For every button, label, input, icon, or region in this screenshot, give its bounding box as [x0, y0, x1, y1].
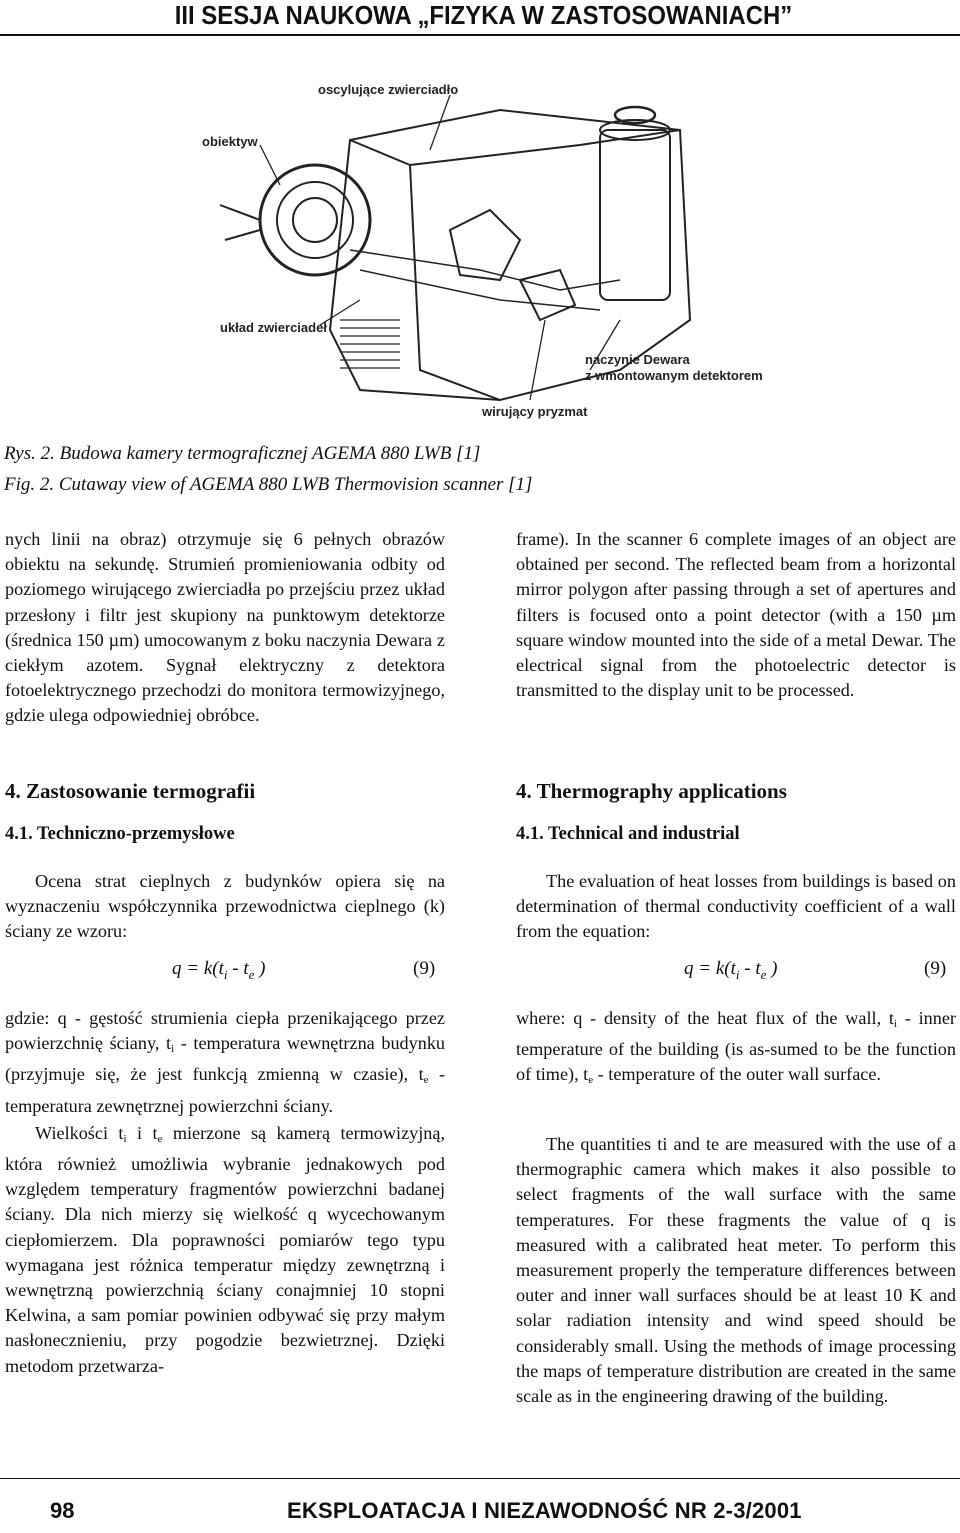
left-p3-part-c: - temperatura zewnętrznej powierzchni ściany. — [5, 1064, 446, 1116]
right-paragraph-4 — [516, 1132, 956, 1409]
left-paragraph-3 — [5, 1006, 445, 1379]
right-heading-4: 4. Thermography applications — [516, 779, 787, 803]
eq-rhs-r: ) — [766, 958, 778, 979]
page-header — [0, 0, 960, 32]
right-p4-text: The quantities ti and te are measured with the use of a thermographic camera which makes it also possible to select fragments of the wall surface with the same temperatures. For these fragments the value of q is measured with a calibrated heat meter. To perform this measurement properly the temperature differences between outer and inner wall surfaces should be at least 10 K and solar radiation intensity and wind speed should be considerably small. Using the methods of image processing the maps of temperature distribution are created in the same scale as in the engineering drawing of the building. — [516, 1134, 956, 1407]
left-paragraph-2 — [5, 869, 445, 945]
eq-minus: - — [227, 958, 244, 979]
left-p4-part-c: mierzone są kamerą termowizyjną, która również umożliwia wybranie jednakowych pod względem temperatury fragmentów powierzchni badanej ściany. Dla nich mierzy się wielkość q wycechowanym ciepłomierzem. Dla poprawności pomiarów tego typu wymagana jest różnica temperatur między zewnętrzną i wewnętrzną powierzchnią ściany conajmniej 10 stopni Kelwina, a sam pomiar powinien odbywać się przy małym nasłonecznieniu, przy pogodzie bezwietrznej. Dzięki metodom przetwarza- — [5, 1122, 446, 1376]
eq-sub-e-r: e — [760, 966, 767, 982]
figure-caption-pl: Rys. 2. Budowa kamery termograficznej AGEMA 880 LWB [1] — [4, 443, 481, 464]
right-p1-text: frame). In the scanner 6 complete images of an object are obtained per second. The reflected beam from a horizontal mirror polygon after passing through a set of apertures and filters is focused onto a point detector (with a 150 µm square window mounted into the side of a metal Dewar. The electrical signal from the photoelectric detector is transmitted to the display unit to be processed. — [516, 529, 956, 701]
right-p3-part-b: - inner temperature of the building (is as-sumed to be the function of time), t — [516, 1008, 956, 1085]
right-heading-4-1: 4.1. Technical and industrial — [516, 824, 740, 844]
left-p3-sub-i: i — [171, 1043, 175, 1056]
eq-minus-r: - — [739, 958, 756, 979]
left-equation — [172, 958, 265, 983]
right-p3-text — [516, 1006, 956, 1094]
left-p4-sub-i: i — [123, 1132, 127, 1145]
prism — [520, 270, 575, 320]
right-paragraph-1 — [516, 527, 956, 703]
label-rotating-prism: wirujący pryzmat — [482, 404, 588, 419]
eq-t-e: t — [243, 958, 249, 979]
figure-caption-en: Fig. 2. Cutaway view of AGEMA 880 LWB Thermovision scanner [1] — [4, 474, 533, 495]
eq-sub-i-r: i — [735, 966, 740, 982]
label-oscillating-mirror: oscylujące zwierciadło — [318, 82, 459, 97]
right-p3-sub-i: i — [893, 1018, 898, 1030]
left-paragraph-1 — [5, 527, 445, 729]
journal-name: EKSPLOATACJA I NIEZAWODNOŚĆ NR 2-3/2001 — [287, 1498, 802, 1523]
header-rule — [0, 34, 960, 36]
camera-top — [350, 130, 680, 165]
left-p4-text — [5, 1121, 445, 1379]
left-heading-4-1: 4.1. Techniczno-przemysłowe — [5, 824, 235, 844]
eq-lhs: q = k( — [172, 958, 219, 979]
footer-rule — [0, 1478, 960, 1479]
right-p3-sub-e: e — [588, 1074, 594, 1087]
left-equation-number: (9) — [413, 958, 436, 979]
left-p3-text — [5, 1006, 445, 1119]
camera-cutaway-figure — [200, 70, 765, 430]
label-mirror-system: układ zwierciadeł — [220, 320, 327, 335]
conference-title: III SESJA NAUKOWA „FIZYKA W ZASTOSOWANIACH” — [174, 0, 792, 30]
left-p2-text: Ocena strat cieplnych z budynków opiera się na wyznaczeniu współczynnika przewodnictwa cieplnego (k) ściany ze wzoru: — [5, 871, 445, 942]
left-heading-4: 4. Zastosowanie termografii — [5, 779, 256, 803]
right-p2-text: The evaluation of heat losses from buildings is based on determination of thermal conductivity coefficient of a wall from the equation: — [516, 871, 956, 942]
left-p4-part-a: Wielkości t — [35, 1122, 124, 1143]
label-lenses: obiektyw — [202, 134, 258, 149]
right-equation — [684, 958, 777, 983]
eq-t-i-r: t — [730, 958, 736, 979]
label-dewar-line2: z wmontowanym detektorem — [585, 368, 763, 383]
eq-t-e-r: t — [755, 958, 761, 979]
dewar-vessel — [600, 130, 670, 300]
left-p4-part-b: i t — [126, 1122, 158, 1143]
page-number: 98 — [50, 1498, 75, 1523]
left-p1-text: nych linii na obraz) otrzymuje się 6 pełnych obrazów obiektu na sekundę. Strumień promieniowania odbity od poziomego wirującego zwierciadła po przejściu przez układ przesłony i filtr jest skupiony na punktowym detektorze (średnica 150 µm) umocowanym z boku naczynia Dewara z ciekłym azotem. Sygnał elektryczny z detektora fotoelektrycznego przechodzi do monitora termowizyjnego, gdzie ulega odpowiedniej obróbce. — [5, 529, 445, 726]
right-p3-part-c: - temperature of the outer wall surface. — [593, 1064, 881, 1085]
mirror-polygon — [450, 210, 520, 280]
right-p3-part-a: where: q - density of the heat flux of the wall, t — [516, 1008, 894, 1028]
right-paragraph-3 — [516, 1006, 956, 1094]
label-dewar-line1: naczynie Dewara — [585, 352, 690, 367]
right-paragraph-2 — [516, 869, 956, 945]
eq-rhs: ) — [254, 958, 266, 979]
left-p4-sub-e: e — [157, 1132, 163, 1145]
eq-t-i: t — [218, 958, 224, 979]
left-p3-part-a: gdzie: q - gęstość strumienia ciepła przenikającego przez powierzchnię ściany, t — [5, 1008, 445, 1054]
right-equation-number: (9) — [924, 958, 947, 979]
eq-lhs-r: q = k( — [684, 958, 731, 979]
left-p3-sub-e: e — [423, 1074, 429, 1087]
left-p3-part-b: - temperatura wewnętrzna budynku (przyjmuje się, że jest funkcją zmienną w czasie), t — [5, 1033, 446, 1085]
eq-sub-i: i — [223, 966, 228, 982]
eq-sub-e: e — [248, 966, 255, 982]
